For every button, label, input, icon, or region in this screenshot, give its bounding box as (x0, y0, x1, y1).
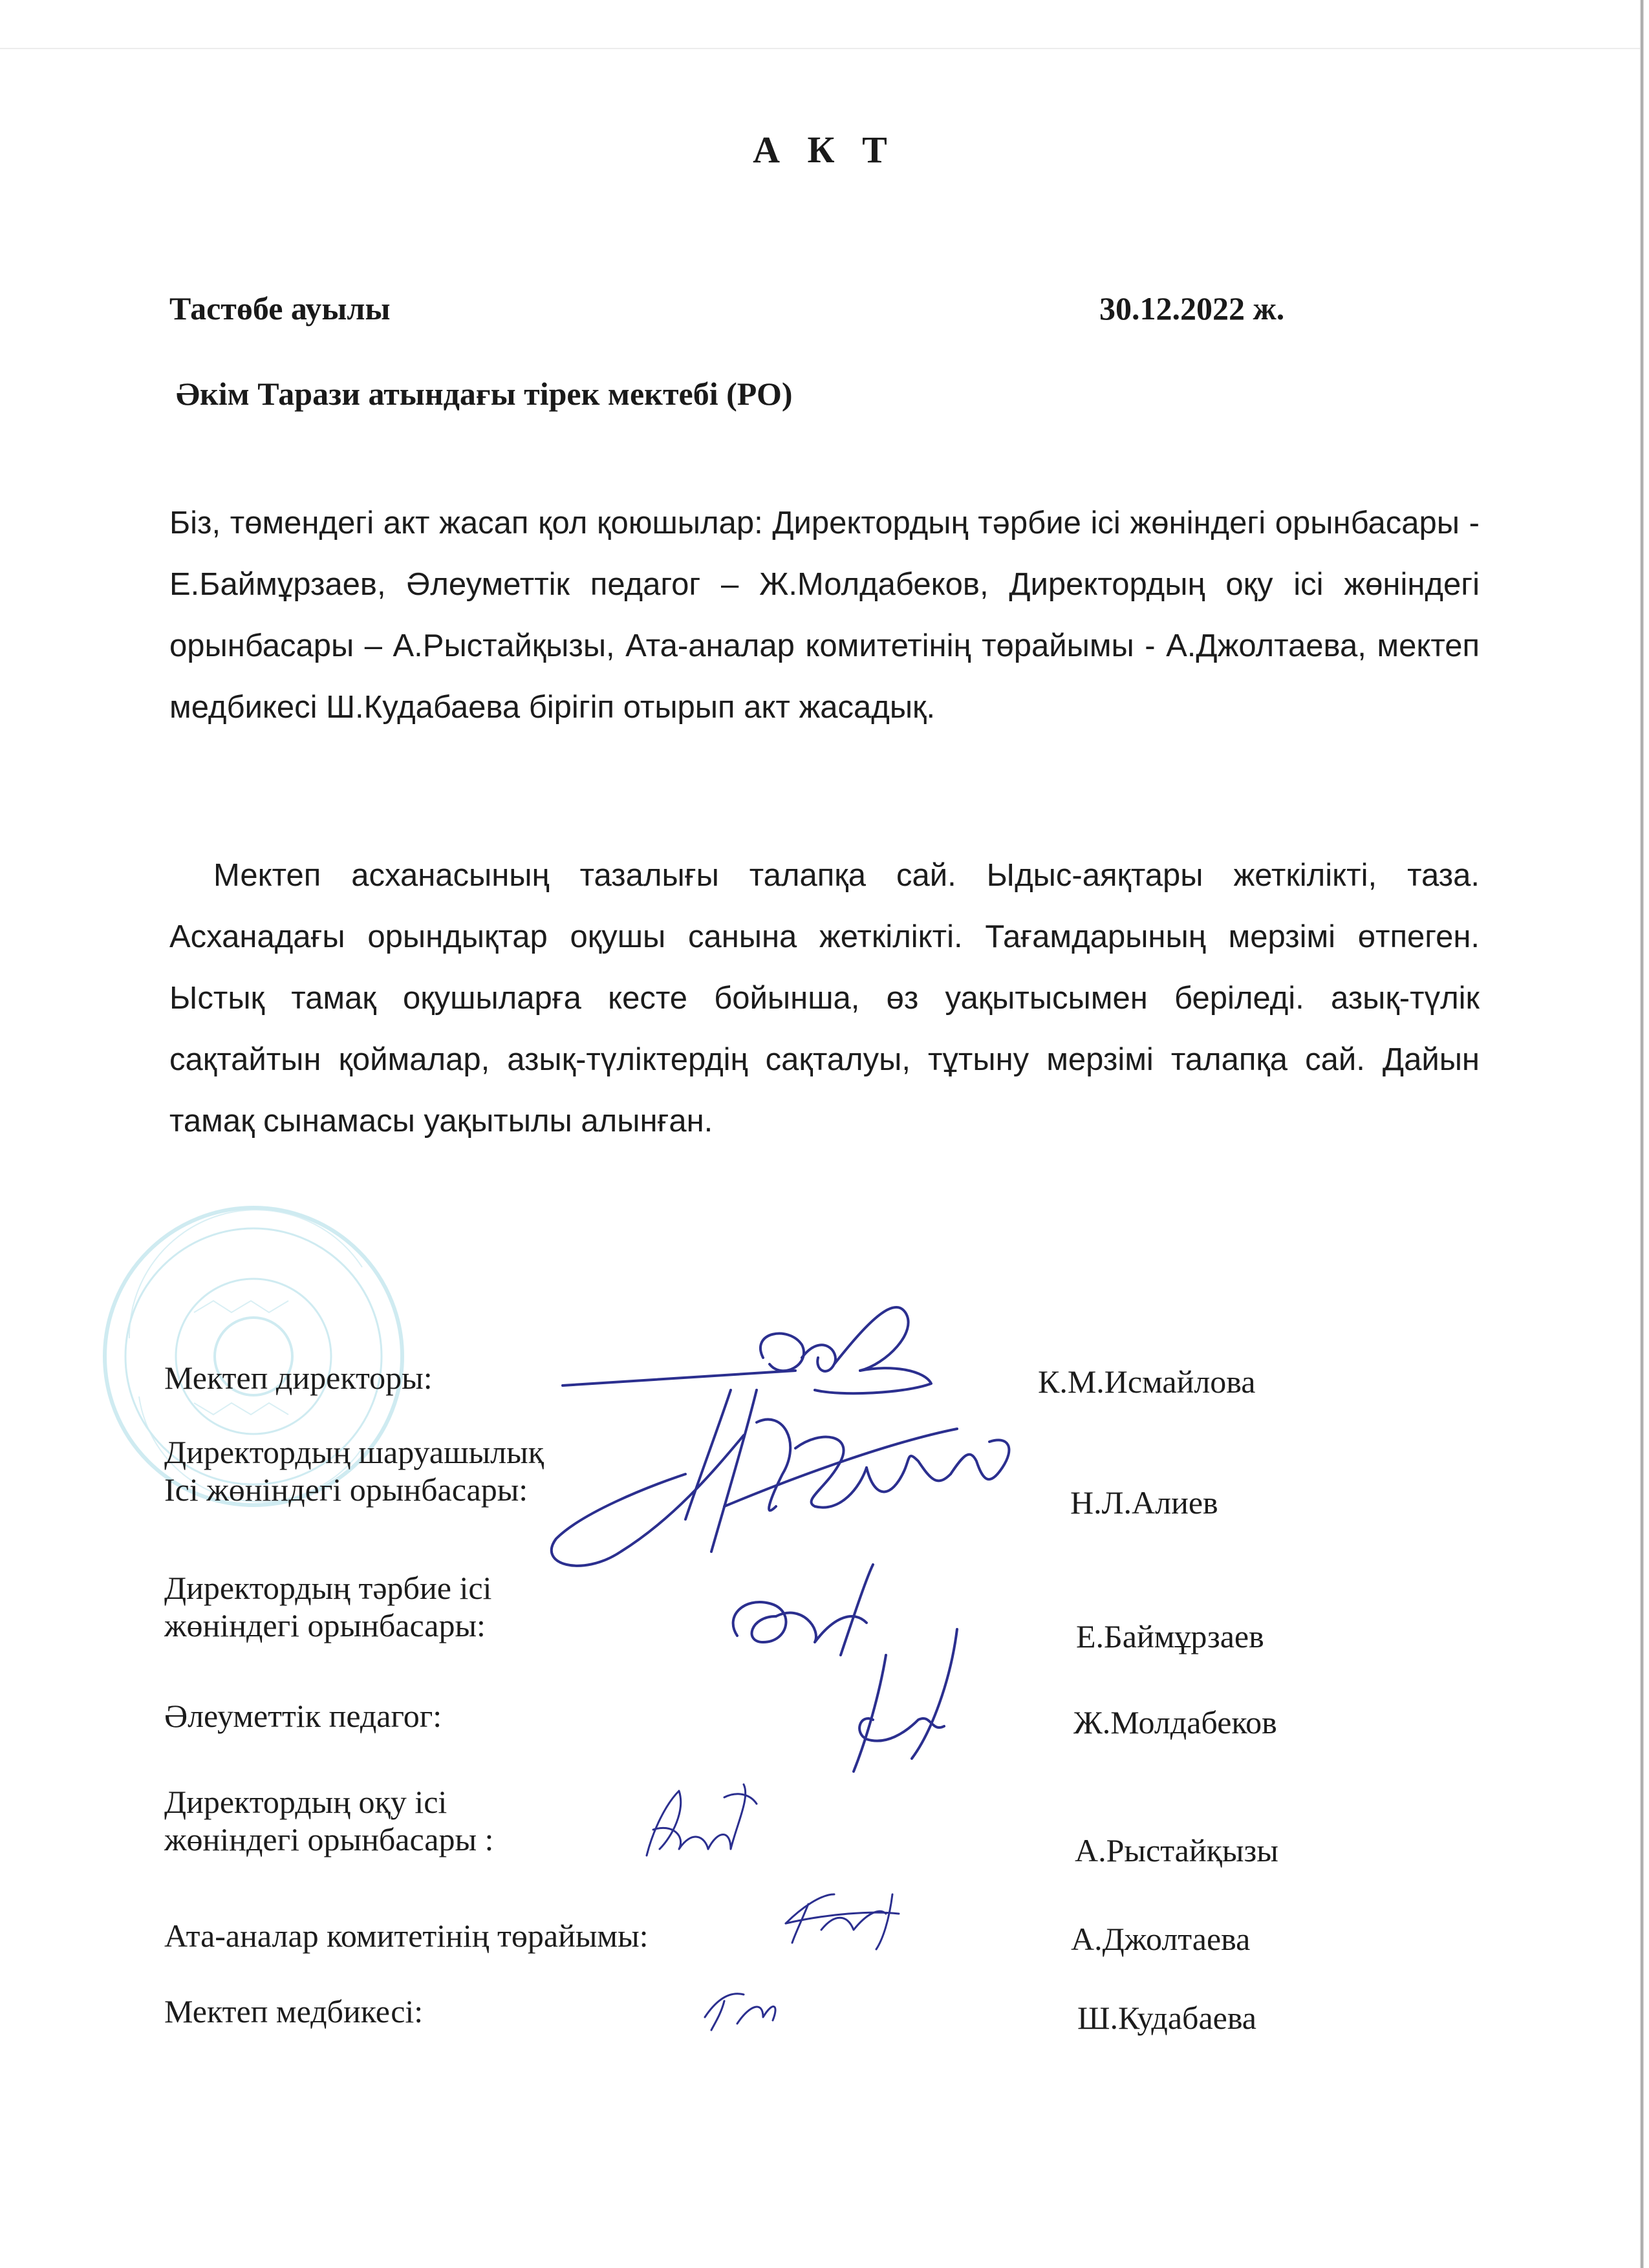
handwritten-signature-icon (854, 1629, 957, 1771)
document-date: 30.12.2022 ж. (1099, 290, 1285, 326)
handwritten-signature-icon (724, 1429, 1009, 1508)
signatory-name-school-nurse: Ш.Кудабаева (1077, 2000, 1256, 2036)
signatory-label-deputy-upbringing-2: жөніндегі орынбасары: (164, 1607, 486, 1643)
handwritten-signature-icon (647, 1784, 757, 1856)
handwritten-signature-icon (733, 1565, 873, 1655)
paragraph-findings: Мектеп асханасының тазалығы талапқа сай. Ыдыс-аяқтары жеткілікті, таза. Асханадағы орындықтар оқушы санына жеткілікті. Тағамдарының мерзімі өтпеген. Ыстық тамақ оқушыларға кесте бойынша, өз уақытысымен беріледі. азық-түлік сақтайтын қоймалар, азық-түліктердің сақталуы, тұтыну мерзімі талапқа сай. Дайын тамақ сынамасы уақытылы алынған. (169, 858, 1480, 1139)
signatory-name-deputy-household: Н.Л.Алиев (1070, 1484, 1218, 1521)
signatory-label-social-pedagogue: Әлеуметтік педагог: (164, 1698, 442, 1734)
handwritten-signature-icon (552, 1307, 931, 1566)
signatory-label-deputy-household-2: Ісі жөніндегі орынбасары: (164, 1471, 528, 1508)
signatory-label-parents-committee: Ата-аналар комитетінің төрайымы: (164, 1918, 649, 1954)
place-of-issue: Тастөбе ауылы (169, 290, 391, 326)
signatory-name-deputy-education: А.Рыстайқызы (1075, 1832, 1278, 1868)
signatory-label-deputy-household-1: Директордың шаруашылық (164, 1434, 544, 1470)
school-name: Әкім Тарази атындағы тірек мектебі (РО) (176, 376, 793, 412)
scan-artifact-line (0, 48, 1640, 49)
signatory-name-deputy-upbringing: Е.Баймұрзаев (1076, 1618, 1264, 1654)
signatory-name-director: К.М.Исмайлова (1038, 1364, 1256, 1400)
scan-artifact-edge (1640, 0, 1644, 2268)
signatory-label-director: Мектеп директоры: (164, 1360, 433, 1396)
signatory-label-school-nurse: Мектеп медбикесі: (164, 1993, 424, 2029)
signatory-label-deputy-education-1: Директордың оқу ісі (164, 1784, 447, 1820)
signatory-name-parents-committee: А.Джолтаева (1071, 1921, 1251, 1957)
paragraph-participants: Біз, төмендегі акт жасап қол қоюшылар: Директордың тәрбие ісі жөніндегі орынбасары - Е.Баймұрзаев, Әлеуметтік педагог – Ж.Молдабеков, Директордың оқу ісі жөніндегі орынбасары – А.Рыстайқызы, Ата-аналар комитетінің төрайымы - А.Джолтаева, мектеп медбикесі Ш.Кудабаева бірігіп отырып акт жасадық. (169, 506, 1480, 725)
signatory-label-deputy-upbringing-1: Директордың тәрбие ісі (164, 1570, 492, 1606)
signatory-label-deputy-education-2: жөніндегі орынбасары : (164, 1821, 494, 1857)
handwritten-signature-icon (786, 1894, 899, 1949)
handwritten-signature-icon (705, 1994, 775, 2030)
document-title: А К Т (753, 129, 896, 171)
signatory-name-social-pedagogue: Ж.Молдабеков (1073, 1704, 1277, 1740)
